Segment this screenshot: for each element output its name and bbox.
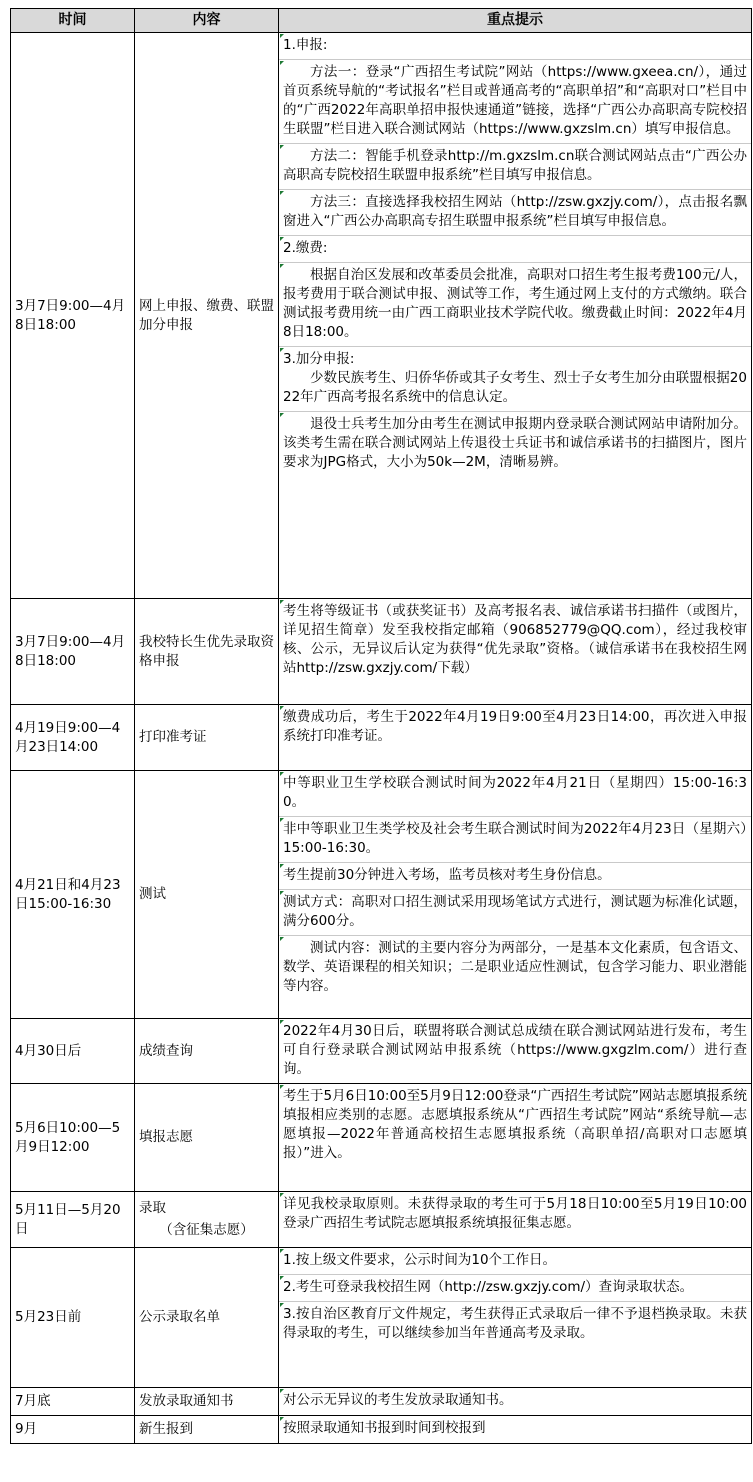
tip-text: 方法一：登录“广西招生考试院”网站（https://www.gxeea.cn/），通过首页系统导航的“考试报名”栏目或普通高考的“高职单招”和“高职对口”栏目中的“广西2022年高职单招申报快速通道”链接，选择“广西公办高职高专院校招生联盟”栏目进入联合测试网站（https://www.gxzslm.cn）填写申报信息。 bbox=[283, 64, 747, 137]
schedule-body bbox=[11, 33, 752, 1444]
table-row bbox=[11, 1248, 752, 1388]
tip-cell bbox=[279, 771, 751, 816]
row-content bbox=[135, 1388, 279, 1416]
row-tips bbox=[279, 33, 752, 599]
row-time: 3月7日9:00—4月8日18:00 bbox=[11, 599, 135, 705]
tip-text: 少数民族考生、归侨华侨或其子女考生、烈士子女考生加分由联盟根据2022年广西高考报名系统中的信息认定。 bbox=[283, 370, 747, 405]
row-content-label: 成绩查询 bbox=[139, 1042, 193, 1059]
row-time: 5月23日前 bbox=[11, 1248, 135, 1388]
table-row bbox=[11, 705, 752, 771]
row-time: 9月 bbox=[11, 1416, 135, 1444]
row-content bbox=[135, 1248, 279, 1388]
table-row bbox=[11, 771, 752, 1019]
table-row bbox=[11, 33, 752, 599]
tip-text: 详见我校录取原则。未获得录取的考生可于5月18日10:00至5月19日10:00登录广西招生考试院志愿填报系统填报征集志愿。 bbox=[283, 1196, 747, 1231]
tip-text: 3.按自治区教育厅文件规定，考生获得正式录取后一律不予退档换录取。未获得录取的考生，可以继续参加当年普通高考及录取。 bbox=[283, 1306, 747, 1341]
table-row bbox=[11, 1019, 752, 1084]
row-content-label: 公示录取名单 bbox=[139, 1309, 220, 1325]
row-time: 4月19日9:00—4月23日14:00 bbox=[11, 705, 135, 771]
row-content bbox=[135, 1192, 279, 1248]
table-row bbox=[11, 1416, 752, 1444]
row-content-label: 填报志愿 bbox=[139, 1129, 193, 1145]
header-time: 时间 bbox=[11, 9, 135, 33]
row-tips bbox=[279, 1084, 752, 1192]
row-content-label: 发放录取通知书 bbox=[139, 1393, 234, 1409]
tip-text: 2.缴费: bbox=[283, 240, 328, 256]
row-content bbox=[135, 1019, 279, 1084]
header-content: 内容 bbox=[135, 9, 279, 33]
tip-cell bbox=[279, 1416, 751, 1442]
row-content-label: 网上申报、缴费、联盟加分申报 bbox=[139, 297, 274, 333]
tip-cell bbox=[279, 705, 751, 750]
tip-cell bbox=[279, 189, 751, 235]
table-row bbox=[11, 1388, 752, 1416]
tip-text: 2022年4月30日后，联盟将联合测试总成绩在联合测试网站进行发布，考生可自行登录联合测试网站申报系统（https://www.gxgzlm.com/）进行查询。 bbox=[283, 1023, 747, 1077]
row-tips bbox=[279, 771, 752, 1019]
tip-text: 方法二：智能手机登录http://m.gxzslm.cn联合测试网站点击“广西公办高职高专院校招生联盟申报系统”栏目填写申报信息。 bbox=[283, 148, 747, 183]
tip-text: 方法三：直接选择我校招生网站（http://zsw.gxzjy.com/），点击报名飘窗进入“广西公办高职高专招生联盟申报系统”栏目填写申报信息。 bbox=[283, 194, 747, 229]
tip-cell bbox=[279, 33, 751, 59]
tip-text: 考生提前30分钟进入考场，监考员核对考生身份信息。 bbox=[283, 867, 611, 883]
row-time: 3月7日9:00—4月8日18:00 bbox=[11, 33, 135, 599]
row-content-label: 新生报到 bbox=[139, 1421, 193, 1437]
row-time: 7月底 bbox=[11, 1388, 135, 1416]
row-time: 4月21日和4月23日15:00-16:30 bbox=[11, 771, 135, 1019]
header-tips: 重点提示 bbox=[279, 9, 752, 33]
tip-text: 中等职业卫生学校联合测试时间为2022年4月21日（星期四）15:00-16:30。 bbox=[283, 775, 747, 810]
table-row bbox=[11, 1192, 752, 1248]
row-content-label: 我校特长生优先录取资格申报 bbox=[139, 633, 274, 669]
tip-text: 按照录取通知书报到时间到校报到 bbox=[283, 1420, 486, 1436]
tip-cell bbox=[279, 1084, 751, 1167]
row-tips bbox=[279, 1019, 752, 1084]
tip-cell bbox=[279, 411, 751, 476]
tip-text: 1.申报: bbox=[283, 37, 328, 53]
tip-text: 1.按上级文件要求，公示时间为10个工作日。 bbox=[283, 1252, 557, 1268]
tip-text: 根据自治区发展和改革委员会批准，高职对口招生考生报考费100元/人，报考费用于联合测试申报、测试等工作，考生通过网上支付的方式缴纳。联合测试报考费用统一由广西工商职业技术学院代收。缴费截止时间：2022年4月8日18:00。 bbox=[283, 267, 747, 340]
row-content-label: 打印准考证 bbox=[139, 729, 207, 745]
tip-cell bbox=[279, 1019, 751, 1083]
row-tips bbox=[279, 1416, 752, 1444]
tip-text: 测试内容：测试的主要内容分为两部分，一是基本文化素质，包含语文、数学、英语课程的相关知识；二是职业适应性测试，包含学习能力、职业潜能等内容。 bbox=[283, 940, 747, 994]
row-tips bbox=[279, 1388, 752, 1416]
row-time: 5月6日10:00—5月9日12:00 bbox=[11, 1084, 135, 1192]
tip-cell bbox=[279, 1274, 751, 1301]
tip-cell bbox=[279, 1388, 751, 1414]
row-tips bbox=[279, 1192, 752, 1248]
tip-cell bbox=[279, 346, 751, 411]
tip-cell bbox=[279, 599, 751, 682]
row-content bbox=[135, 33, 279, 599]
tip-cell bbox=[279, 889, 751, 935]
tip-text: 测试方式：高职对口招生测试采用现场笔试方式进行，测试题为标准化试题，满分600分。 bbox=[283, 894, 747, 929]
tip-text: 考生于5月6日10:00至5月9日12:00登录“广西招生考试院”网站志愿填报系统填报相应类别的志愿。志愿填报系统从“广西招生考试院”网站“系统导航—志愿填报—2022年普通高校招生志愿填报系统（高职单招/高职对口志愿填报）”进入。 bbox=[283, 1088, 747, 1161]
table-row bbox=[11, 599, 752, 705]
tip-cell bbox=[279, 1301, 751, 1347]
tip-cell bbox=[279, 862, 751, 889]
tip-text: 3.加分申报: bbox=[283, 351, 355, 367]
tip-cell bbox=[279, 59, 751, 143]
header-row bbox=[11, 9, 752, 33]
tip-text: 考生将等级证书（或获奖证书）及高考报名表、诚信承诺书扫描件（或图片，详见招生简章）发至我校指定邮箱（906852779@QQ.com），经过我校审核、公示，无异议后认定为获得“优先录取”资格。（诚信承诺书在我校招生网站http://zsw.gxzjy.com/下载） bbox=[283, 603, 747, 676]
schedule-table bbox=[10, 8, 752, 1444]
tip-cell bbox=[279, 235, 751, 262]
tip-text: 缴费成功后，考生于2022年4月19日9:00至4月23日14:00，再次进入申报系统打印准考证。 bbox=[283, 709, 747, 744]
row-content-label: 测试 bbox=[139, 886, 166, 902]
row-tips bbox=[279, 705, 752, 771]
table-row bbox=[11, 1084, 752, 1192]
row-tips bbox=[279, 1248, 752, 1388]
row-content bbox=[135, 1084, 279, 1192]
row-content bbox=[135, 599, 279, 705]
row-content bbox=[135, 1416, 279, 1444]
tip-text: 非中等职业卫生类学校及社会考生联合测试时间为2022年4月23日（星期六）15:00-16:30。 bbox=[283, 821, 747, 856]
row-time: 5月11日—5月20日 bbox=[11, 1192, 135, 1248]
row-time: 4月30日后 bbox=[11, 1019, 135, 1084]
tip-text: 退役士兵考生加分由考生在测试申报期内登录联合测试网站申请附加分。该类考生需在联合测试网站上传退役士兵证书和诚信承诺书的扫描图片，图片要求为JPG格式，大小为50k—2M，清晰易辨。 bbox=[283, 416, 747, 470]
tip-cell bbox=[279, 1248, 751, 1274]
tip-cell bbox=[279, 935, 751, 1000]
row-content bbox=[135, 771, 279, 1019]
tip-text: 2.考生可登录我校招生网（http://zsw.gxzjy.com/）查询录取状态。 bbox=[283, 1279, 694, 1295]
row-content-note: （含征集志愿） bbox=[159, 1222, 254, 1238]
row-content-label: 录取 bbox=[139, 1200, 166, 1216]
tip-cell bbox=[279, 816, 751, 862]
tip-cell bbox=[279, 143, 751, 189]
row-content bbox=[135, 705, 279, 771]
tip-cell bbox=[279, 262, 751, 346]
tip-cell bbox=[279, 1192, 751, 1237]
row-tips bbox=[279, 599, 752, 705]
tip-text: 对公示无异议的考生发放录取通知书。 bbox=[283, 1392, 513, 1408]
